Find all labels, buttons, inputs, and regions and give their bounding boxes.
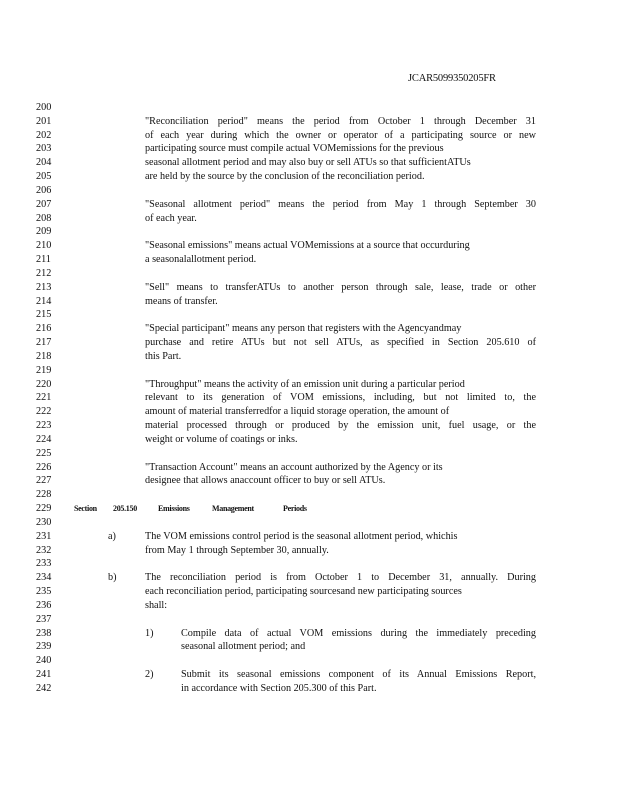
line-text: a seasonalallotment period.: [145, 254, 257, 266]
line-text: each reconciliation period, participating sourcesand new participating sources: [145, 586, 462, 598]
line-text: The VOM emissions control period is the seasonal allotment period, whichis: [145, 530, 458, 542]
section-heading-word: Management: [212, 504, 254, 514]
line-text: material processed through or produced by the emission unit, fuel usage, or the: [145, 420, 536, 432]
section-heading-word: 205.150: [113, 504, 137, 514]
line-text: designee that allows anaccount officer to buy or sell ATUs.: [145, 475, 386, 487]
line-text: seasonal allotment period; and: [181, 641, 306, 653]
line-text: "Seasonal allotment period" means the period from May 1 through September 30: [145, 198, 536, 210]
line-text: purchase and retire ATUs but not sell ATUs, as specified in Section 205.610 of: [145, 337, 536, 349]
document-line: [0, 184, 618, 198]
line-text: weight or volume of coatings or inks.: [145, 433, 298, 445]
line-number: 227: [36, 475, 52, 487]
document-line: [0, 336, 618, 350]
section-heading-word: Periods: [283, 504, 307, 514]
line-number: 233: [36, 558, 52, 570]
line-number: 219: [36, 364, 52, 376]
document-line: [0, 129, 618, 143]
line-number: 209: [36, 226, 52, 238]
document-line: [0, 322, 618, 336]
line-number: 221: [36, 392, 52, 404]
document-line: [0, 516, 618, 530]
line-number: 242: [36, 682, 52, 694]
document-line: [0, 142, 618, 156]
document-line: [0, 544, 618, 558]
line-number: 215: [36, 309, 52, 321]
line-number: 217: [36, 337, 52, 349]
line-number: 220: [36, 378, 52, 390]
line-text: are held by the source by the conclusion of the reconciliation period.: [145, 171, 425, 183]
document-line: [0, 391, 618, 405]
line-number: 239: [36, 641, 52, 653]
line-number: 224: [36, 433, 52, 445]
line-number: 237: [36, 613, 52, 625]
line-text: Submit its seasonal emissions component of its Annual Emissions Report,: [181, 669, 536, 681]
list-label: a): [108, 530, 116, 542]
document-line: [0, 461, 618, 475]
line-number: 211: [36, 254, 51, 266]
list-label: 1): [145, 627, 154, 639]
document-line: [0, 419, 618, 433]
document-line: [0, 488, 618, 502]
line-number: 235: [36, 586, 52, 598]
line-number: 206: [36, 184, 52, 196]
document-line: [0, 198, 618, 212]
document-line: [0, 115, 618, 129]
line-number: 218: [36, 350, 52, 362]
line-number: 234: [36, 572, 52, 584]
line-text: of each year.: [145, 212, 197, 224]
document-line: [0, 350, 618, 364]
section-heading-word: Section: [74, 504, 97, 514]
line-number: 214: [36, 295, 52, 307]
document-line: [0, 295, 618, 309]
document-line: [0, 447, 618, 461]
document-line: [0, 101, 618, 115]
document-line: [0, 378, 618, 392]
line-text: amount of material transferredfor a liquid storage operation, the amount of: [145, 406, 450, 418]
line-number: 236: [36, 599, 52, 611]
line-text: participating source must compile actual VOMemissions for the previous: [145, 143, 444, 155]
line-text: "Throughput" means the activity of an emission unit during a particular period: [145, 378, 465, 390]
line-number: 225: [36, 447, 52, 459]
line-number: 223: [36, 420, 52, 432]
line-text: means of transfer.: [145, 295, 218, 307]
line-number: 212: [36, 267, 52, 279]
line-number: 240: [36, 655, 52, 667]
line-text: "Reconciliation period" means the period from October 1 through December 31: [145, 115, 536, 127]
document-line: [0, 682, 618, 696]
document-line: [0, 405, 618, 419]
list-label: b): [108, 572, 117, 584]
line-text: of each year during which the owner or operator of a participating source or new: [145, 129, 536, 141]
line-number: 201: [36, 115, 52, 127]
document-line: [0, 225, 618, 239]
line-number: 205: [36, 171, 52, 183]
document-line: [0, 474, 618, 488]
document-line: [0, 212, 618, 226]
line-text: "Transaction Account" means an account authorized by the Agency or its: [145, 461, 443, 473]
line-number: 202: [36, 129, 52, 141]
line-number: 200: [36, 102, 52, 113]
line-number: 241: [36, 669, 52, 681]
line-number: 226: [36, 461, 52, 473]
line-text: this Part.: [145, 350, 182, 362]
line-text: from May 1 through September 30, annually.: [145, 544, 329, 556]
line-number: 238: [36, 627, 52, 639]
section-heading-word: Emissions: [158, 504, 190, 514]
document-line: [0, 668, 618, 682]
line-number: 208: [36, 212, 52, 224]
document-line: [0, 170, 618, 184]
line-number: 230: [36, 516, 52, 528]
line-number: 231: [36, 530, 52, 542]
document-line: [0, 156, 618, 170]
line-text: "Sell" means to transferATUs to another person through sale, lease, trade or other: [145, 281, 536, 293]
line-text: in accordance with Section 205.300 of this Part.: [181, 682, 377, 694]
document-line: [0, 640, 618, 654]
document-line: [0, 557, 618, 571]
line-text: shall:: [145, 599, 168, 611]
line-number: 228: [36, 489, 52, 501]
line-text: Compile data of actual VOM emissions during the immediately preceding: [181, 627, 536, 639]
line-number: 210: [36, 240, 52, 252]
line-text: seasonal allotment period and may also buy or sell ATUs so that sufficientATUs: [145, 157, 471, 169]
line-number: 222: [36, 406, 52, 418]
document-line: [0, 281, 618, 295]
document-line: [0, 585, 618, 599]
document-line: [0, 239, 618, 253]
document-line: [0, 530, 618, 544]
document-line: [0, 364, 618, 378]
document-line: [0, 308, 618, 322]
document-line: [0, 654, 618, 668]
document-line: [0, 613, 618, 627]
document-line: [0, 433, 618, 447]
list-label: 2): [145, 669, 154, 681]
document-line: [0, 571, 618, 585]
line-number: 204: [36, 157, 52, 169]
document-line: [0, 502, 618, 516]
document-line: [0, 599, 618, 613]
line-text: "Special participant" means any person that registers with the Agencyandmay: [145, 323, 462, 335]
document-line: [0, 267, 618, 281]
line-text: The reconciliation period is from October 1 to December 31, annually. During: [145, 572, 536, 584]
line-number: 216: [36, 323, 52, 335]
line-number: 232: [36, 544, 52, 556]
line-text: "Seasonal emissions" means actual VOMemissions at a source that occurduring: [145, 240, 470, 252]
document-line: [0, 627, 618, 641]
line-number: 203: [36, 143, 52, 155]
line-number: 213: [36, 281, 52, 293]
line-number: 207: [36, 198, 52, 210]
document-line: [0, 253, 618, 267]
line-text: relevant to its generation of VOM emissions, including, but not limited to, the: [145, 392, 536, 404]
line-number: 229: [36, 503, 52, 515]
document-id: JCAR5099350205FR: [408, 73, 496, 84]
